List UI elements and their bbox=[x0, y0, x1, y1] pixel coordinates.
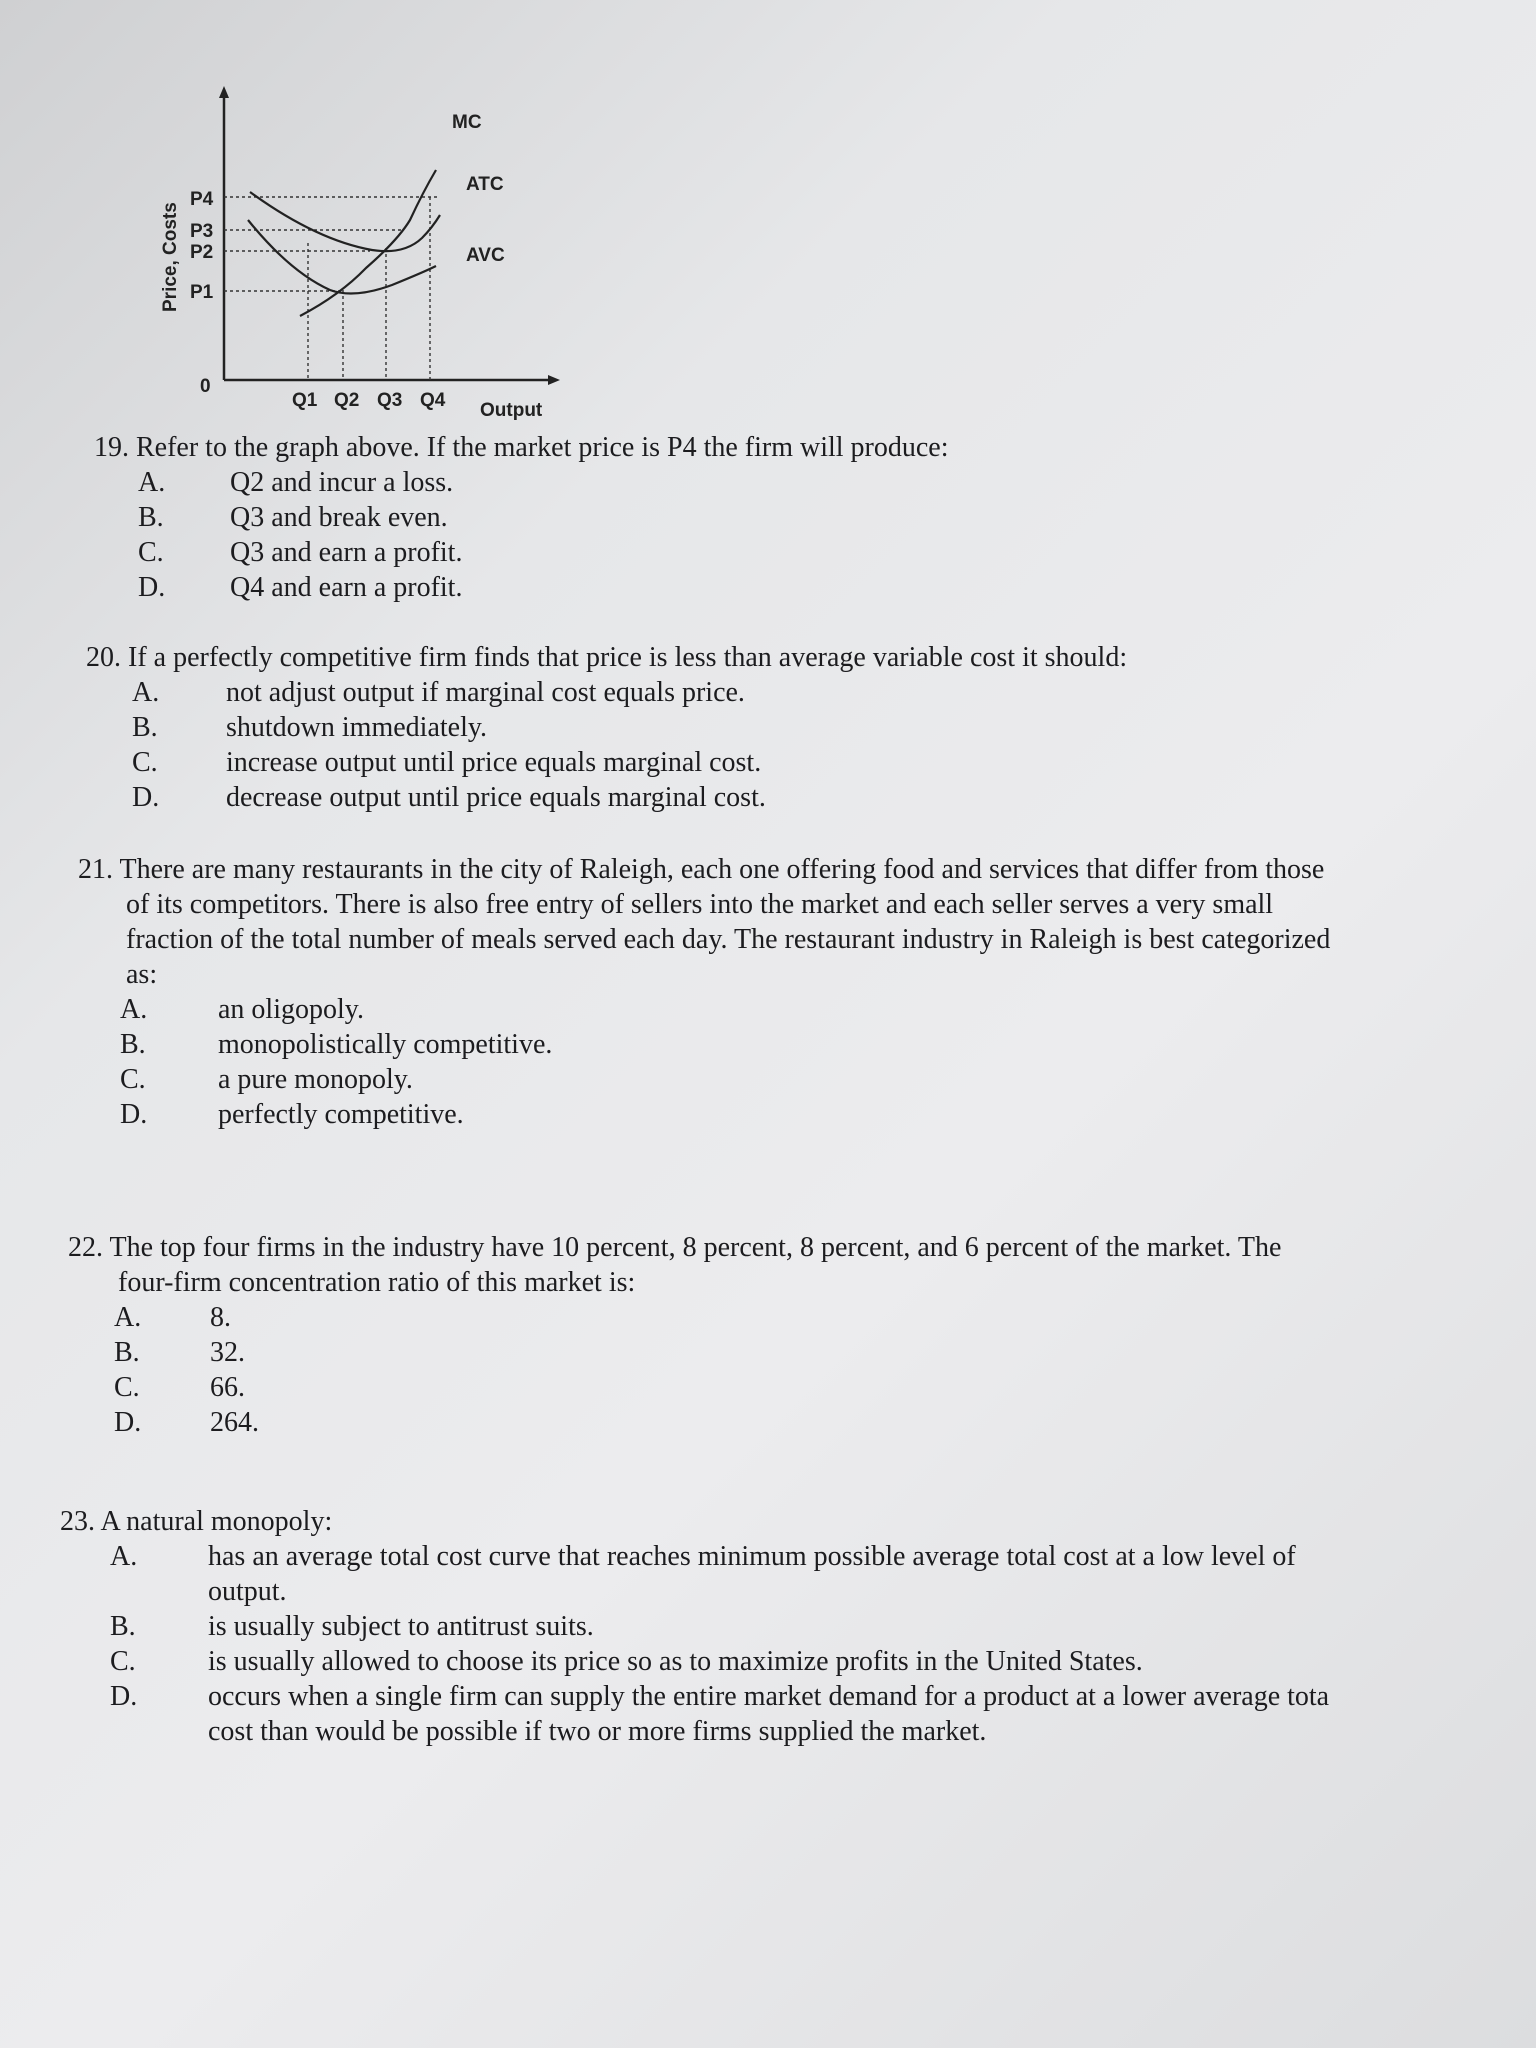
question-22-stem bbox=[68, 1230, 1508, 1300]
q1-label: Q1 bbox=[292, 390, 318, 411]
atc-label: ATC bbox=[466, 174, 504, 195]
p2-label: P2 bbox=[190, 242, 214, 263]
option-letter: B. bbox=[138, 502, 164, 533]
q4-label: Q4 bbox=[420, 390, 446, 411]
option-letter: B. bbox=[110, 1611, 136, 1642]
question-number: 20. bbox=[86, 642, 121, 673]
option-letter: C. bbox=[138, 537, 164, 568]
option-letter: A. bbox=[132, 677, 160, 708]
question-23 bbox=[60, 1504, 1530, 1749]
p4-label: P4 bbox=[190, 189, 214, 210]
option-letter: D. bbox=[114, 1407, 142, 1438]
option-a[interactable] bbox=[78, 992, 1518, 1027]
option-text: 32. bbox=[210, 1337, 245, 1368]
option-text: is usually subject to antitrust suits. bbox=[208, 1611, 594, 1642]
question-21-stem bbox=[78, 852, 1518, 992]
option-b[interactable] bbox=[78, 1027, 1518, 1062]
option-b[interactable] bbox=[86, 710, 1386, 745]
question-text: Refer to the graph above. If the market price is P4 the firm will produce: bbox=[136, 432, 949, 463]
option-text: monopolistically competitive. bbox=[218, 1029, 553, 1060]
option-letter: C. bbox=[120, 1064, 146, 1095]
option-text: an oligopoly. bbox=[218, 994, 364, 1025]
avc-curve bbox=[248, 220, 436, 294]
question-20-stem bbox=[86, 640, 1386, 675]
cost-curves-graph bbox=[140, 80, 580, 430]
option-b[interactable] bbox=[60, 1609, 1530, 1644]
question-text-line: of its competitors. There is also free entry of sellers into the market and each seller serves a very small bbox=[126, 889, 1274, 920]
option-text bbox=[208, 1679, 1530, 1749]
p1-label: P1 bbox=[190, 282, 214, 303]
option-text: decrease output until price equals marginal cost. bbox=[226, 782, 766, 813]
question-text-line: The top four firms in the industry have 10 percent, 8 percent, 8 percent, and 6 percent of the market. The bbox=[109, 1232, 1282, 1263]
option-text-line: occurs when a single firm can supply the entire market demand for a product at a lower average tota bbox=[208, 1681, 1330, 1712]
option-a[interactable] bbox=[60, 1539, 1530, 1609]
option-text: 264. bbox=[210, 1407, 259, 1438]
p3-label: P3 bbox=[190, 221, 214, 242]
option-text: Q3 and break even. bbox=[230, 502, 448, 533]
cost-curves-svg bbox=[140, 80, 580, 430]
x-axis-label: Output bbox=[480, 400, 543, 421]
question-number: 22. bbox=[68, 1232, 103, 1263]
option-c[interactable] bbox=[94, 535, 1194, 570]
option-text-line: cost than would be possible if two or more firms supplied the market. bbox=[208, 1716, 987, 1747]
option-text: Q3 and earn a profit. bbox=[230, 537, 463, 568]
question-text-line: four-firm concentration ratio of this market is: bbox=[118, 1267, 636, 1298]
mc-label: MC bbox=[452, 112, 482, 133]
option-b[interactable] bbox=[94, 500, 1194, 535]
option-d[interactable] bbox=[86, 780, 1386, 815]
question-text-line: There are many restaurants in the city of Raleigh, each one offering food and services that differ from those bbox=[119, 854, 1325, 885]
option-letter: D. bbox=[110, 1681, 138, 1712]
question-21 bbox=[78, 852, 1518, 1132]
question-23-stem bbox=[60, 1504, 1530, 1539]
option-letter: D. bbox=[132, 782, 160, 813]
question-text: If a perfectly competitive firm finds that price is less than average variable cost it should: bbox=[128, 642, 1128, 673]
question-19-stem bbox=[94, 430, 1194, 465]
option-letter: C. bbox=[114, 1372, 140, 1403]
question-number: 19. bbox=[94, 432, 129, 463]
option-text: increase output until price equals marginal cost. bbox=[226, 747, 762, 778]
option-text: shutdown immediately. bbox=[226, 712, 488, 743]
question-20 bbox=[86, 640, 1386, 815]
question-19 bbox=[94, 430, 1194, 605]
option-text: not adjust output if marginal cost equals price. bbox=[226, 677, 745, 708]
option-a[interactable] bbox=[94, 465, 1194, 500]
option-letter: B. bbox=[132, 712, 158, 743]
x-axis-arrow bbox=[548, 375, 560, 385]
option-letter: B. bbox=[120, 1029, 146, 1060]
option-text: 8. bbox=[210, 1302, 231, 1333]
question-22 bbox=[68, 1230, 1508, 1440]
option-a[interactable] bbox=[86, 675, 1386, 710]
option-letter: B. bbox=[114, 1337, 140, 1368]
question-text-line: as: bbox=[126, 959, 158, 990]
q2-label: Q2 bbox=[334, 390, 360, 411]
q3-label: Q3 bbox=[377, 390, 403, 411]
option-letter: C. bbox=[132, 747, 158, 778]
option-c[interactable] bbox=[78, 1062, 1518, 1097]
option-text: a pure monopoly. bbox=[218, 1064, 413, 1095]
option-c[interactable] bbox=[68, 1370, 1508, 1405]
option-letter: C. bbox=[110, 1646, 136, 1677]
option-text: Q4 and earn a profit. bbox=[230, 572, 463, 603]
option-letter: D. bbox=[138, 572, 166, 603]
option-text-line: has an average total cost curve that reaches minimum possible average total cost at a low level of bbox=[208, 1541, 1296, 1572]
option-letter: A. bbox=[110, 1541, 138, 1572]
avc-label: AVC bbox=[466, 245, 505, 266]
option-d[interactable] bbox=[68, 1405, 1508, 1440]
atc-curve bbox=[250, 192, 440, 251]
y-axis-arrow bbox=[219, 86, 229, 98]
option-a[interactable] bbox=[68, 1300, 1508, 1335]
question-text-line: fraction of the total number of meals served each day. The restaurant industry in Raleigh is best categorized bbox=[126, 924, 1331, 955]
y-axis-label: Price, Costs bbox=[160, 202, 181, 312]
option-text-line: output. bbox=[208, 1576, 287, 1607]
option-text bbox=[208, 1539, 1530, 1609]
option-text: Q2 and incur a loss. bbox=[230, 467, 454, 498]
option-text: 66. bbox=[210, 1372, 245, 1403]
option-letter: A. bbox=[120, 994, 148, 1025]
option-d[interactable] bbox=[94, 570, 1194, 605]
option-d[interactable] bbox=[60, 1679, 1530, 1749]
question-text: A natural monopoly: bbox=[100, 1506, 333, 1537]
option-text: perfectly competitive. bbox=[218, 1099, 464, 1130]
option-d[interactable] bbox=[78, 1097, 1518, 1132]
option-c[interactable] bbox=[86, 745, 1386, 780]
option-c[interactable] bbox=[60, 1644, 1530, 1679]
option-text: is usually allowed to choose its price so as to maximize profits in the United States. bbox=[208, 1646, 1143, 1677]
option-b[interactable] bbox=[68, 1335, 1508, 1370]
option-letter: A. bbox=[138, 467, 166, 498]
question-number: 23. bbox=[60, 1506, 95, 1537]
origin-label: 0 bbox=[200, 376, 211, 397]
option-letter: A. bbox=[114, 1302, 142, 1333]
option-letter: D. bbox=[120, 1099, 148, 1130]
question-number: 21. bbox=[78, 854, 113, 885]
